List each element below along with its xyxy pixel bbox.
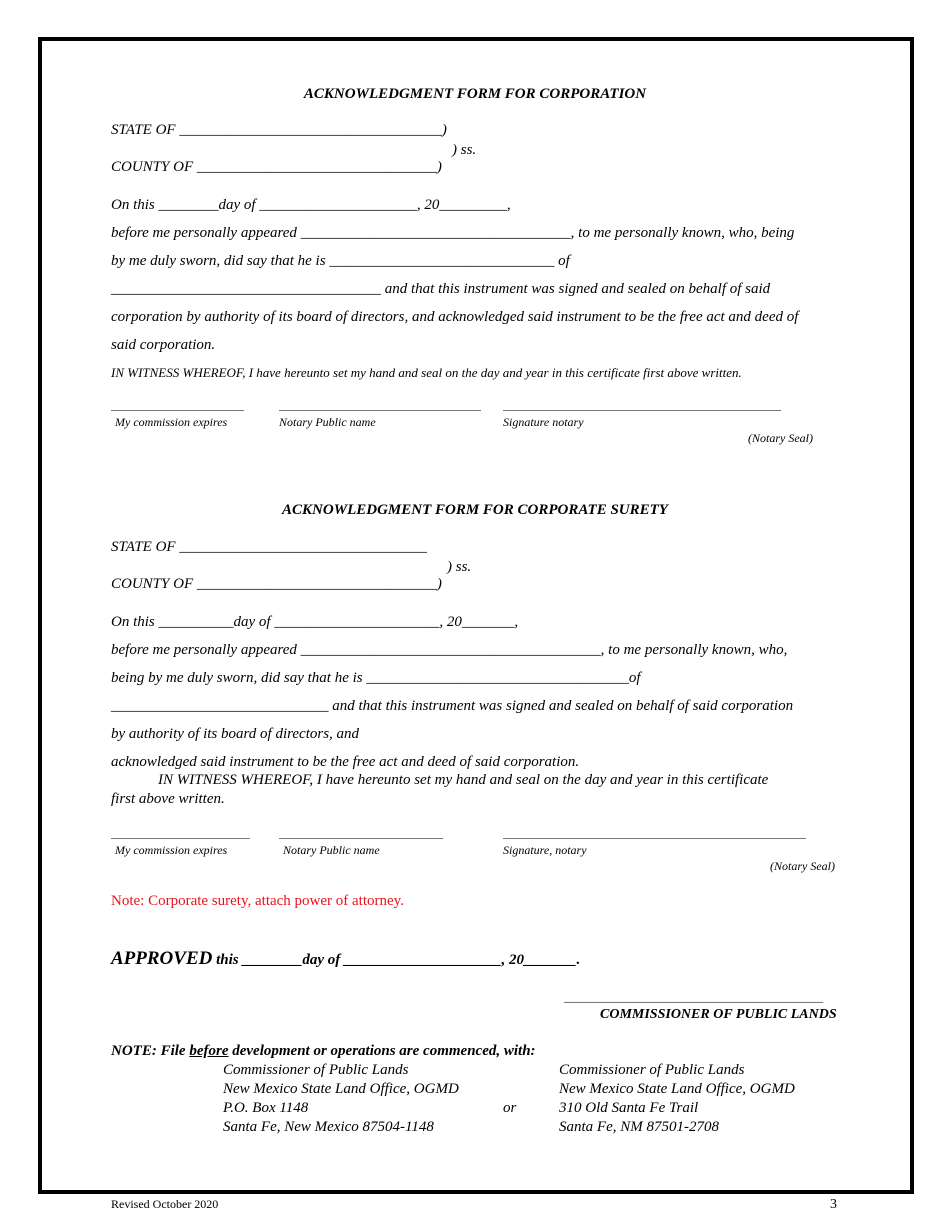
address-right-line: New Mexico State Land Office, OGMD — [559, 1081, 795, 1097]
form2-witness-line: IN WITNESS WHEREOF, I have hereunto set my hand and seal on the day and year in this certificate — [158, 772, 769, 788]
page-number: 3 — [830, 1197, 837, 1212]
approved-line — [111, 948, 580, 970]
form2-signed-line: _____________________________ and that this instrument was signed and sealed on behalf of said corporation — [111, 698, 794, 714]
form2-state-line: STATE OF _________________________________ — [111, 539, 427, 555]
form2-sworn-line: being by me duly sworn, did say that he is ___________________________________of — [111, 670, 641, 686]
form1-title: ACKNOWLEDGMENT FORM FOR CORPORATION — [303, 86, 647, 102]
form2-signature-label: Signature, notary — [503, 843, 587, 857]
form2-witness-line2: first above written. — [111, 791, 225, 807]
surety-note-text: Corporate surety, attach power of attorney. — [144, 893, 404, 909]
address-left-line: New Mexico State Land Office, OGMD — [223, 1081, 459, 1097]
form2-acknowledged-line: acknowledged said instrument to be the free act and deed of said corporation. — [111, 754, 580, 770]
approved-word: APPROVED — [111, 948, 213, 969]
form1-notary-name-rule — [279, 410, 481, 411]
file-note-before: before — [189, 1043, 229, 1059]
form2-appeared-line: before me personally appeared ________________________________________, to me personally known, who, — [111, 642, 788, 658]
form1-ss: ) ss. — [452, 142, 477, 158]
approved-rest: this ________day of _____________________, 20_______. — [212, 952, 581, 968]
form1-authority-line: corporation by authority of its board of directors, and acknowledged said instrument to be the free act and deed of — [111, 309, 799, 325]
form1-notary-name-label: Notary Public name — [279, 415, 376, 429]
surety-note — [111, 893, 404, 910]
form1-commission-label: My commission expires — [115, 415, 228, 429]
form1-signature-label: Signature notary — [503, 415, 584, 429]
form1-signed-line: ____________________________________ and that this instrument was signed and sealed on behalf of said — [111, 281, 771, 297]
form1-notary-seal: (Notary Seal) — [748, 431, 813, 445]
address-right-line: Commissioner of Public Lands — [559, 1062, 745, 1078]
address-or: or — [503, 1100, 517, 1116]
form2-notary-seal: (Notary Seal) — [770, 859, 835, 873]
form2-date-line: On this __________day of ______________________, 20_______, — [111, 614, 519, 630]
file-note — [111, 1043, 536, 1060]
form1-said-line: said corporation. — [111, 337, 216, 353]
revised-date: Revised October 2020 — [111, 1197, 219, 1211]
form2-authority-line: by authority of its board of directors, and — [111, 726, 360, 742]
file-note-prefix: NOTE: File — [111, 1043, 190, 1059]
form1-sworn-line: by me duly sworn, did say that he is ______________________________ of — [111, 253, 570, 269]
commissioner-signature-line: _____________________________________ — [564, 990, 823, 1005]
address-left-line: P.O. Box 1148 — [223, 1100, 309, 1116]
form2-ss: ) ss. — [447, 559, 472, 575]
address-right-line: 310 Old Santa Fe Trail — [559, 1100, 699, 1116]
form2-notary-name-rule — [279, 838, 443, 839]
address-left-line: Commissioner of Public Lands — [223, 1062, 409, 1078]
form1-commission-rule — [111, 410, 244, 411]
form2-signature-rule — [503, 838, 806, 839]
form2-county-line: COUNTY OF ________________________________) — [111, 576, 442, 592]
form2-title: ACKNOWLEDGMENT FORM FOR CORPORATE SURETY — [282, 502, 668, 518]
file-note-suffix: development or operations are commenced, with: — [228, 1043, 536, 1059]
address-right-line: Santa Fe, NM 87501-2708 — [559, 1119, 719, 1135]
form1-appeared-line: before me personally appeared ____________________________________, to me personally known, who, being — [111, 225, 795, 241]
form1-witness-line: IN WITNESS WHEREOF, I have hereunto set my hand and seal on the day and year in this certificate first above written. — [111, 365, 742, 380]
form1-signature-rule — [503, 410, 781, 411]
form2-notary-name-label: Notary Public name — [283, 843, 380, 857]
form1-date-line: On this ________day of _____________________, 20_________, — [111, 197, 511, 213]
surety-note-label: Note: — [111, 893, 145, 909]
form1-state-line: STATE OF ___________________________________) — [111, 122, 447, 138]
form1-county-line: COUNTY OF ________________________________) — [111, 159, 442, 175]
address-left-line: Santa Fe, New Mexico 87504-1148 — [223, 1119, 434, 1135]
form2-commission-label: My commission expires — [115, 843, 228, 857]
commissioner-title: COMMISSIONER OF PUBLIC LANDS — [600, 1007, 837, 1022]
form2-commission-rule — [111, 838, 250, 839]
